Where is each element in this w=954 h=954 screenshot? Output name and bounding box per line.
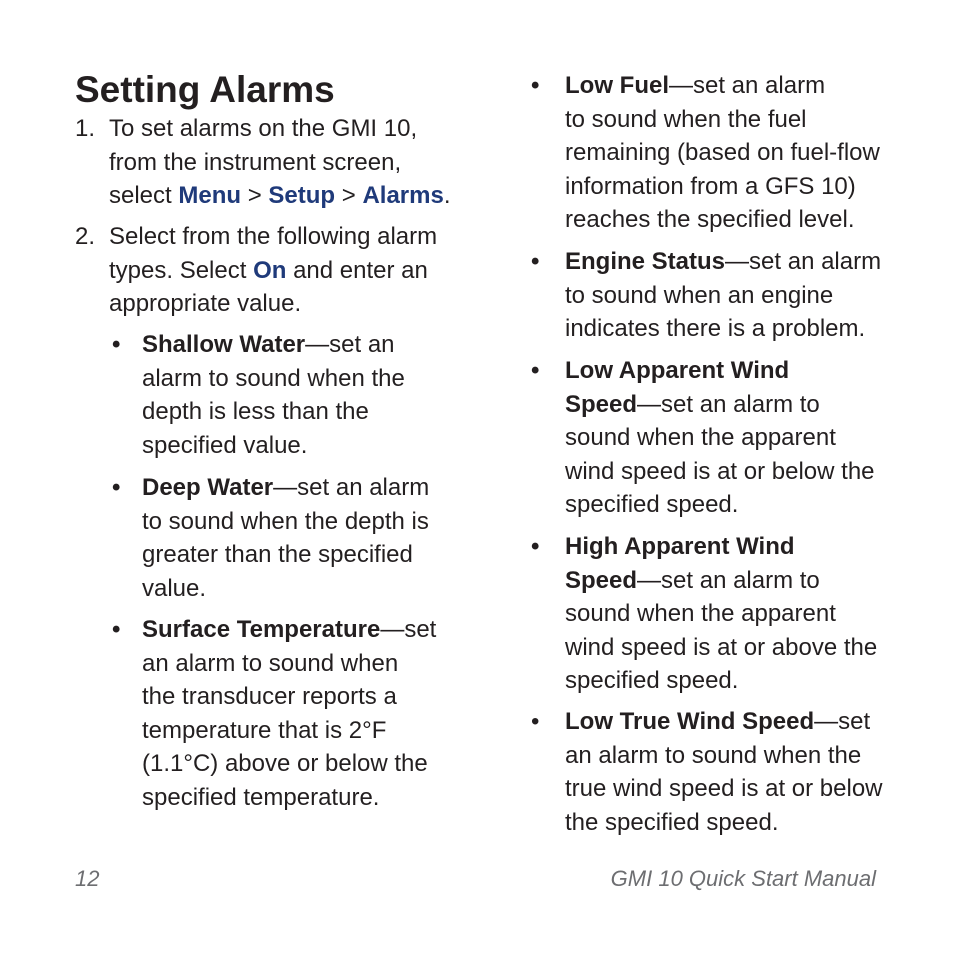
step-text-line: To set alarms on the GMI 10, xyxy=(109,115,418,142)
step-2-text xyxy=(109,220,437,321)
separator: > xyxy=(241,182,269,209)
step-number: 1. xyxy=(75,115,96,142)
alarm-desc-line: information from a GFS 10) xyxy=(565,172,856,200)
alarm-desc-line: greater than the specified xyxy=(142,541,413,568)
step-text-line xyxy=(109,254,437,288)
bullet-icon: • xyxy=(531,248,540,275)
alarm-item-low-fuel xyxy=(565,69,880,237)
alarm-desc-line: specified value. xyxy=(142,431,308,459)
alarm-desc-line: value. xyxy=(142,574,207,602)
alarm-desc-line: temperature that is 2°F xyxy=(142,716,387,744)
alarm-desc-line: sound when the apparent xyxy=(565,424,836,451)
alarm-item-low-true-wind-speed xyxy=(565,705,883,839)
step-text-line: appropriate value. xyxy=(109,290,302,317)
step-1-text xyxy=(109,112,450,213)
alarm-desc: —set xyxy=(380,616,437,643)
alarm-desc: —set an alarm to xyxy=(637,390,820,418)
alarm-desc-line: an alarm to sound when the xyxy=(565,741,862,769)
alarm-desc-line: specified speed. xyxy=(565,667,739,694)
on-term: On xyxy=(253,256,287,284)
alarm-desc-line: (1.1°C) above or below the xyxy=(142,750,428,777)
alarm-first-line xyxy=(565,530,877,564)
select-word: select xyxy=(109,182,179,209)
setup-term: Setup xyxy=(268,182,336,209)
alarm-term: Engine Status xyxy=(565,248,726,275)
alarm-first-line xyxy=(142,328,405,362)
alarm-desc: —set an alarm xyxy=(669,72,826,99)
alarm-term: Low True Wind Speed xyxy=(565,708,815,735)
alarm-term: Speed xyxy=(565,566,638,594)
alarm-desc-line: true wind speed is at or below xyxy=(565,775,883,802)
alarm-first-line xyxy=(142,613,436,647)
page-number: 12 xyxy=(75,866,100,891)
bullet-icon: • xyxy=(112,474,121,501)
alarm-first-line xyxy=(565,69,880,103)
alarm-desc-line: reaches the specified level. xyxy=(565,206,855,233)
alarm-desc: —set an alarm to xyxy=(637,566,820,594)
alarm-first-line xyxy=(565,705,883,739)
step-text: and enter an xyxy=(286,256,428,284)
alarm-desc-line: specified speed. xyxy=(565,491,739,518)
alarm-second-line xyxy=(565,564,877,598)
alarm-item-deep-water xyxy=(142,471,429,605)
alarm-desc: —set xyxy=(814,708,871,735)
step-text-line xyxy=(109,179,450,213)
step-text: types. Select xyxy=(109,256,254,284)
bullet-icon: • xyxy=(531,708,540,735)
alarm-desc-line: wind speed is at or below the xyxy=(565,457,875,485)
alarm-desc: —set an alarm xyxy=(725,248,882,275)
alarm-desc-line: specified temperature. xyxy=(142,783,380,811)
step-number: 2. xyxy=(75,223,96,250)
alarm-desc-line: to sound when an engine xyxy=(565,281,834,309)
page-title: Setting Alarms xyxy=(75,69,335,110)
bullet-icon: • xyxy=(531,72,540,99)
alarm-desc-line: alarm to sound when the xyxy=(142,364,405,392)
bullet-icon: • xyxy=(112,616,121,643)
alarm-first-line xyxy=(565,245,881,279)
alarm-term: Shallow Water xyxy=(142,331,306,358)
alarm-item-low-apparent-wind-speed xyxy=(565,354,875,522)
alarm-item-shallow-water xyxy=(142,328,405,462)
alarm-desc-line: remaining (based on fuel-flow xyxy=(565,139,880,166)
step-text-line: from the instrument screen, xyxy=(109,148,402,176)
alarm-desc-line: to sound when the depth is xyxy=(142,507,429,535)
alarm-term: Surface Temperature xyxy=(142,616,381,643)
alarm-desc: —set an alarm xyxy=(273,474,430,501)
alarm-term: High Apparent Wind xyxy=(565,533,795,560)
alarm-desc-line: to sound when the fuel xyxy=(565,105,807,133)
alarm-desc-line: the transducer reports a xyxy=(142,683,397,710)
alarm-item-engine-status xyxy=(565,245,881,346)
alarm-desc-line: depth is less than the xyxy=(142,398,369,425)
alarm-desc-line: an alarm to sound when xyxy=(142,649,399,677)
bullet-icon: • xyxy=(531,533,540,560)
period: . xyxy=(443,182,451,209)
alarm-item-surface-temperature xyxy=(142,613,436,814)
alarm-term: Deep Water xyxy=(142,474,274,501)
alarm-term: Low Fuel xyxy=(565,72,669,99)
bullet-icon: • xyxy=(531,357,540,384)
alarm-desc-line: wind speed is at or above the xyxy=(565,633,878,661)
alarm-desc: —set an xyxy=(305,331,395,358)
alarm-first-line xyxy=(565,354,875,388)
alarm-desc-line: indicates there is a problem. xyxy=(565,315,866,342)
alarm-term: Speed xyxy=(565,390,638,418)
alarm-desc-line: the specified speed. xyxy=(565,808,779,836)
alarm-second-line xyxy=(565,388,875,422)
manual-title: GMI 10 Quick Start Manual xyxy=(610,866,876,891)
alarms-term: Alarms xyxy=(362,182,444,209)
menu-term: Menu xyxy=(178,182,242,209)
alarm-item-high-apparent-wind-speed xyxy=(565,530,877,698)
alarm-first-line xyxy=(142,471,429,505)
alarm-desc-line: sound when the apparent xyxy=(565,600,836,627)
bullet-icon: • xyxy=(112,331,121,358)
step-text-line: Select from the following alarm xyxy=(109,223,438,250)
alarm-term: Low Apparent Wind xyxy=(565,357,790,384)
separator: > xyxy=(335,182,363,209)
